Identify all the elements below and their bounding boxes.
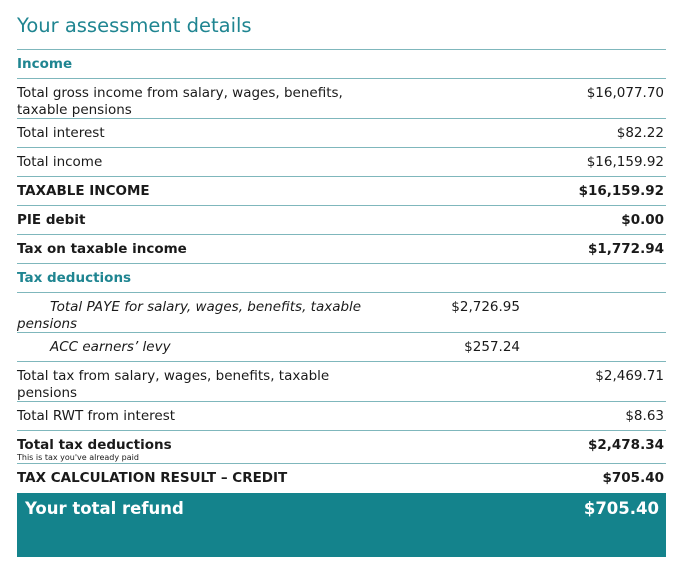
section-heading-income bbox=[17, 50, 666, 79]
row-total-income bbox=[17, 148, 666, 177]
total-refund-banner bbox=[17, 493, 666, 557]
row-calc-result bbox=[17, 464, 666, 493]
row-pie-debit bbox=[17, 206, 666, 235]
paye-label: Total PAYE for salary, wages, benefits, taxable pensions bbox=[17, 299, 362, 332]
calc-result-amount: $705.40 bbox=[602, 470, 664, 486]
taxable-income-amount: $16,159.92 bbox=[578, 183, 664, 199]
gross-income-amount: $16,077.70 bbox=[586, 85, 664, 101]
rwt-amount: $8.63 bbox=[625, 408, 664, 424]
total-income-label: Total income bbox=[17, 154, 103, 170]
calc-result-label: TAX CALCULATION RESULT – CREDIT bbox=[17, 470, 288, 486]
row-rwt bbox=[17, 402, 666, 431]
total-income-amount: $16,159.92 bbox=[586, 154, 664, 170]
total-deductions-note: This is tax you've already paid bbox=[17, 453, 139, 462]
row-tax-on-income bbox=[17, 235, 666, 264]
row-total-interest bbox=[17, 119, 666, 148]
total-interest-amount: $82.22 bbox=[616, 125, 664, 141]
income-heading: Income bbox=[17, 56, 73, 72]
total-refund-amount: $705.40 bbox=[583, 499, 659, 518]
row-paye bbox=[17, 293, 666, 333]
row-taxable-income bbox=[17, 177, 666, 206]
acc-levy-label: ACC earners’ levy bbox=[50, 339, 171, 355]
pie-debit-amount: $0.00 bbox=[621, 212, 664, 228]
taxable-income-label: TAXABLE INCOME bbox=[17, 183, 150, 199]
total-deductions-label: Total tax deductions bbox=[17, 437, 172, 453]
row-acc-levy bbox=[17, 333, 666, 362]
tax-on-income-label: Tax on taxable income bbox=[17, 241, 187, 257]
total-refund-label: Your total refund bbox=[25, 499, 184, 518]
row-total-deductions bbox=[17, 431, 666, 464]
paye-amount: $2,726.95 bbox=[451, 299, 520, 315]
pie-debit-label: PIE debit bbox=[17, 212, 86, 228]
total-tax-salary-label: Total tax from salary, wages, benefits, taxable pensions bbox=[17, 368, 330, 401]
total-interest-label: Total interest bbox=[17, 125, 105, 141]
acc-levy-amount: $257.24 bbox=[464, 339, 520, 355]
deductions-heading: Tax deductions bbox=[17, 270, 132, 286]
total-tax-salary-amount: $2,469.71 bbox=[595, 368, 664, 384]
row-total-tax-salary bbox=[17, 362, 666, 402]
assessment-details bbox=[17, 0, 666, 557]
row-gross-income bbox=[17, 79, 666, 119]
gross-income-label: Total gross income from salary, wages, benefits, taxable pensions bbox=[17, 85, 343, 118]
total-deductions-amount: $2,478.34 bbox=[587, 437, 664, 453]
page-title: Your assessment details bbox=[17, 0, 666, 50]
section-heading-deductions bbox=[17, 264, 666, 293]
rwt-label: Total RWT from interest bbox=[17, 408, 176, 424]
tax-on-income-amount: $1,772.94 bbox=[587, 241, 664, 257]
